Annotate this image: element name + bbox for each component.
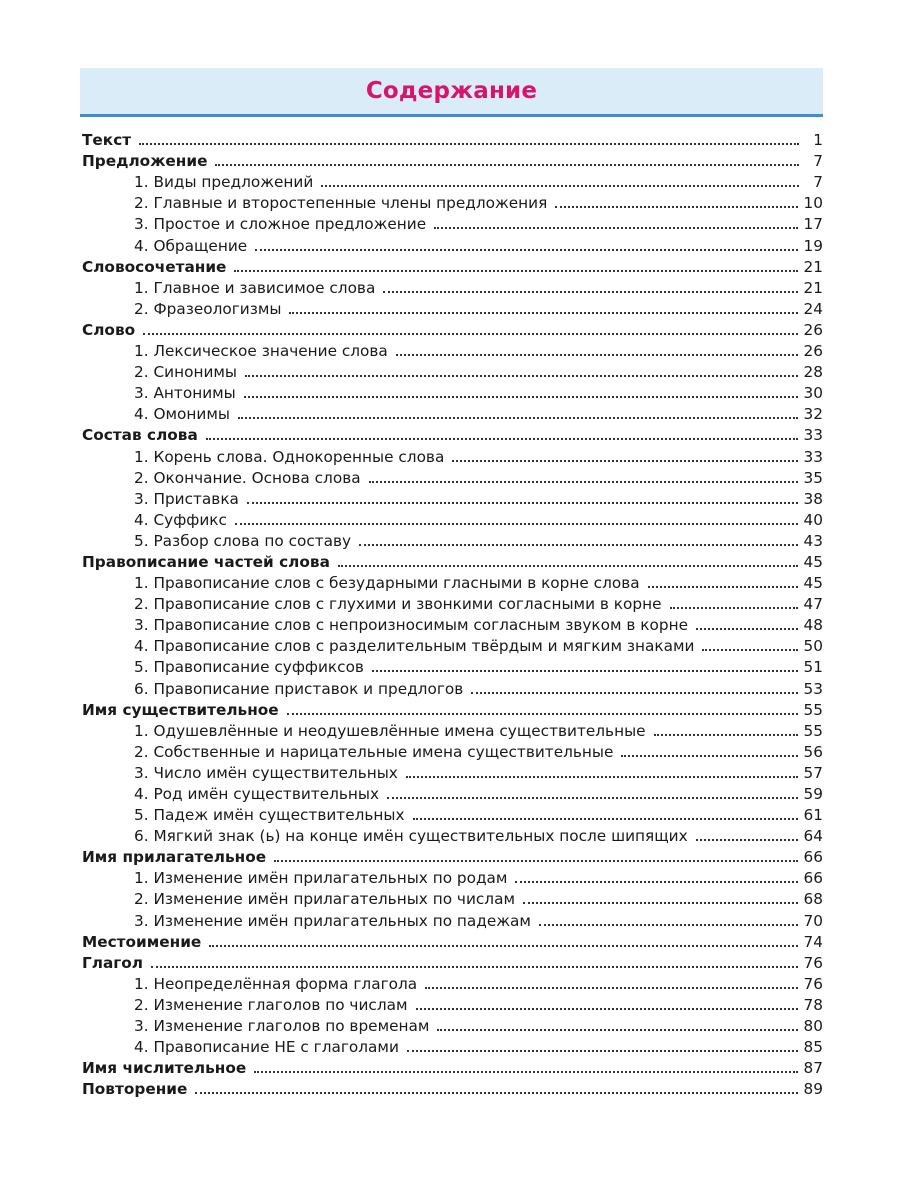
toc-entry-title: 2. Окончание. Основа слова (134, 468, 361, 487)
toc-subsection-entry[interactable] (82, 382, 823, 403)
dot-leader (151, 966, 798, 968)
toc-entry-page-number: 80 (803, 1017, 823, 1036)
toc-entry-title: 6. Мягкий знак (ь) на конце имён существительных после шипящих (134, 827, 688, 846)
toc-entry-title: 5. Правописание суффиксов (134, 658, 364, 677)
toc-subsection-entry[interactable] (82, 762, 823, 783)
toc-subsection-entry[interactable] (82, 804, 823, 825)
dot-leader (437, 1029, 797, 1031)
toc-entry-title: Имя числительное (82, 1059, 247, 1078)
toc-section-entry[interactable] (82, 1057, 823, 1078)
toc-section-entry[interactable] (82, 931, 823, 952)
dot-leader (696, 839, 798, 841)
toc-entry-title: Имя прилагательное (82, 848, 267, 867)
dot-leader (244, 396, 798, 398)
dot-leader (369, 481, 798, 483)
dot-leader (206, 438, 798, 440)
toc-entry-title: Имя существительное (82, 700, 279, 719)
toc-entry-page-number: 51 (803, 658, 823, 677)
toc-subsection-entry[interactable] (82, 298, 823, 319)
toc-entry-page-number: 87 (803, 1059, 823, 1078)
toc-subsection-entry[interactable] (82, 1015, 823, 1036)
toc-entry-title: Словосочетание (82, 257, 227, 276)
toc-subsection-entry[interactable] (82, 783, 823, 804)
toc-entry-title: 1. Виды предложений (134, 173, 314, 192)
toc-entry-page-number: 56 (803, 742, 823, 761)
toc-section-entry[interactable] (82, 699, 823, 720)
toc-subsection-entry[interactable] (82, 234, 823, 255)
dot-leader (247, 502, 798, 504)
dot-leader (654, 734, 798, 736)
dot-leader (338, 565, 798, 567)
toc-entry-page-number: 35 (803, 468, 823, 487)
toc-entry-title: Местоимение (82, 932, 202, 951)
toc-section-entry[interactable] (82, 1078, 823, 1099)
toc-entry-page-number: 7 (813, 173, 823, 192)
toc-entry-page-number: 38 (803, 489, 823, 508)
toc-subsection-entry[interactable] (82, 340, 823, 361)
toc-entry-title: 2. Синонимы (134, 363, 238, 382)
toc-entry-page-number: 21 (803, 278, 823, 297)
toc-entry-title: 3. Простое и сложное предложение (134, 215, 427, 234)
dot-leader (383, 291, 797, 293)
toc-entry-title: 6. Правописание приставок и предлогов (134, 679, 464, 698)
toc-section-entry[interactable] (82, 129, 823, 150)
dot-leader (143, 333, 797, 335)
dot-leader (245, 375, 798, 377)
toc-entry-page-number: 30 (803, 384, 823, 403)
toc-entry-title: 1. Лексическое значение слова (134, 342, 388, 361)
dot-leader (195, 1092, 797, 1094)
toc-entry-title: Слово (82, 320, 136, 339)
toc-subsection-entry[interactable] (82, 1036, 823, 1057)
toc-subsection-entry[interactable] (82, 741, 823, 762)
toc-subsection-entry[interactable] (82, 488, 823, 509)
toc-entry-page-number: 64 (803, 827, 823, 846)
toc-entry-title: Текст (82, 131, 132, 150)
dot-leader (274, 860, 797, 862)
dot-leader (255, 249, 797, 251)
toc-section-entry[interactable] (82, 846, 823, 867)
toc-entry-title: 1. Правописание слов с безударными гласными в корне слова (134, 574, 640, 593)
toc-entry-title: 2. Изменение глаголов по числам (134, 995, 408, 1014)
toc-section-entry[interactable] (82, 319, 823, 340)
toc-entry-page-number: 33 (803, 447, 823, 466)
dot-leader (515, 881, 797, 883)
toc-entry-page-number: 89 (803, 1080, 823, 1099)
toc-entry-title: Состав слова (82, 426, 198, 445)
toc-entry-title: 2. Собственные и нарицательные имена существительные (134, 742, 614, 761)
toc-entry-title: 1. Изменение имён прилагательных по родам (134, 869, 508, 888)
dot-leader (215, 164, 799, 166)
dot-leader (254, 1071, 797, 1073)
dot-leader (235, 523, 798, 525)
toc-entry-title: 2. Главные и второстепенные члены предложения (134, 194, 548, 213)
toc-subsection-entry[interactable] (82, 614, 823, 635)
toc-subsection-entry[interactable] (82, 277, 823, 298)
toc-section-entry[interactable] (82, 551, 823, 572)
toc-entry-page-number: 70 (803, 911, 823, 930)
dot-leader (555, 206, 797, 208)
dot-leader (234, 270, 797, 272)
toc-entry-page-number: 45 (803, 552, 823, 571)
dot-leader (238, 417, 798, 419)
dot-leader (471, 692, 797, 694)
toc-entry-title: 4. Род имён существительных (134, 785, 380, 803)
toc-entry-page-number: 50 (803, 637, 823, 656)
dot-leader (209, 945, 797, 947)
dot-leader (670, 607, 798, 609)
toc-entry-page-number: 55 (803, 700, 823, 719)
toc-entry-title: 1. Неопределённая форма глагола (134, 974, 418, 993)
toc-subsection-entry[interactable] (82, 192, 823, 213)
dot-leader (289, 312, 797, 314)
toc-subsection-entry[interactable] (82, 509, 823, 530)
toc-subsection-entry[interactable] (82, 445, 823, 466)
toc-subsection-entry[interactable] (82, 994, 823, 1015)
toc-subsection-entry[interactable] (82, 635, 823, 656)
toc-entry-page-number: 7 (813, 152, 823, 171)
toc-entry-page-number: 78 (803, 995, 823, 1014)
toc-subsection-entry[interactable] (82, 467, 823, 488)
toc-entry-page-number: 66 (803, 869, 823, 888)
page-header (80, 68, 823, 117)
toc-entry-page-number: 48 (803, 616, 823, 635)
toc-entry-title: 1. Главное и зависимое слова (134, 278, 376, 297)
toc-entry-title: Глагол (82, 953, 143, 972)
toc-subsection-entry[interactable] (82, 656, 823, 677)
toc-entry-page-number: 26 (803, 320, 823, 339)
toc-entry-title: 3. Изменение имён прилагательных по падежам (134, 911, 531, 930)
toc-entry-page-number: 68 (803, 890, 823, 909)
toc-entry-page-number: 24 (803, 299, 823, 318)
toc-entry-page-number: 10 (803, 194, 823, 213)
toc-entry-page-number: 76 (803, 953, 823, 972)
dot-leader (702, 649, 797, 651)
dot-leader (413, 818, 798, 820)
toc-entry-page-number: 32 (803, 405, 823, 424)
toc-entry-page-number: 85 (803, 1038, 823, 1057)
toc-section-entry[interactable] (82, 952, 823, 973)
toc-entry-page-number: 76 (803, 974, 823, 993)
toc-subsection-entry[interactable] (82, 530, 823, 551)
toc-entry-page-number: 17 (803, 215, 823, 234)
toc-entry-page-number: 66 (803, 848, 823, 867)
toc-subsection-entry[interactable] (82, 593, 823, 614)
dot-leader (648, 586, 798, 588)
page-title: Содержание (365, 78, 538, 104)
toc-entry-page-number: 57 (803, 763, 823, 782)
toc-subsection-entry[interactable] (82, 572, 823, 593)
toc-entry-page-number: 47 (803, 595, 823, 614)
toc-entry-title: 3. Изменение глаголов по временам (134, 1017, 430, 1036)
toc-entry-page-number: 19 (803, 236, 823, 255)
toc-entry-title: 1. Корень слова. Однокоренные слова (134, 447, 445, 466)
toc-subsection-entry[interactable] (82, 403, 823, 424)
dot-leader (396, 354, 798, 356)
toc-entry-page-number: 33 (803, 426, 823, 445)
toc-section-entry[interactable] (82, 424, 823, 445)
toc-subsection-entry[interactable] (82, 888, 823, 909)
toc-entry-page-number: 55 (803, 721, 823, 740)
toc-entry-page-number: 61 (803, 806, 823, 825)
toc-entry-title: 3. Число имён существительных (134, 763, 398, 782)
dot-leader (434, 227, 797, 229)
toc-entry-title: 4. Правописание НЕ с глаголами (134, 1038, 399, 1057)
toc-subsection-entry[interactable] (82, 213, 823, 234)
dot-leader (372, 670, 798, 672)
toc-entry-title: 5. Падеж имён существительных (134, 806, 405, 825)
toc-entry-page-number: 45 (803, 574, 823, 593)
dot-leader (139, 143, 799, 145)
dot-leader (416, 1008, 798, 1010)
toc-subsection-entry[interactable] (82, 909, 823, 930)
dot-leader (452, 460, 797, 462)
toc-entry-title: 5. Разбор слова по составу (134, 531, 352, 550)
dot-leader (425, 987, 797, 989)
toc-entry-page-number: 28 (803, 363, 823, 382)
dot-leader (523, 902, 798, 904)
dot-leader (387, 797, 797, 799)
toc-entry-page-number: 43 (803, 531, 823, 550)
toc-section-entry[interactable] (82, 150, 823, 171)
toc-entry-page-number: 40 (803, 510, 823, 529)
toc-entry-title: 4. Правописание слов с разделительным твёрдым и мягким знаками (134, 637, 695, 656)
toc-entry-title: 3. Приставка (134, 489, 239, 508)
toc-section-entry[interactable] (82, 256, 823, 277)
dot-leader (539, 924, 798, 926)
toc-entry-page-number: 74 (803, 932, 823, 951)
toc-entry-title: 3. Правописание слов с непроизносимым согласным звуком в корне (134, 616, 688, 635)
dot-leader (359, 544, 797, 546)
toc-subsection-entry[interactable] (82, 973, 823, 994)
toc-entry-page-number: 21 (803, 257, 823, 276)
table-of-contents (82, 129, 823, 1099)
toc-entry-page-number: 26 (803, 342, 823, 361)
dot-leader (287, 713, 798, 715)
toc-entry-page-number: 1 (813, 131, 823, 150)
toc-entry-title: Предложение (82, 152, 208, 171)
toc-entry-page-number: 53 (803, 679, 823, 698)
dot-leader (406, 776, 798, 778)
dot-leader (621, 755, 797, 757)
dot-leader (321, 185, 799, 187)
toc-entry-title: 2. Фразеологизмы (134, 299, 282, 318)
dot-leader (696, 628, 798, 630)
toc-entry-title: 2. Правописание слов с глухими и звонкими согласными в корне (134, 595, 662, 614)
toc-entry-title: 4. Суффикс (134, 510, 227, 529)
toc-entry-title: Правописание частей слова (82, 552, 330, 571)
toc-entry-page-number: 59 (803, 785, 823, 803)
toc-subsection-entry[interactable] (82, 720, 823, 741)
toc-subsection-entry[interactable] (82, 171, 823, 192)
toc-subsection-entry[interactable] (82, 867, 823, 888)
toc-entry-title: 3. Антонимы (134, 384, 236, 403)
toc-entry-title: 4. Омонимы (134, 405, 230, 424)
toc-subsection-entry[interactable] (82, 825, 823, 846)
toc-subsection-entry[interactable] (82, 361, 823, 382)
dot-leader (407, 1050, 798, 1052)
toc-entry-title: 1. Одушевлённые и неодушевлённые имена существительные (134, 721, 646, 740)
toc-entry-title: 2. Изменение имён прилагательных по числам (134, 890, 515, 909)
toc-subsection-entry[interactable] (82, 677, 823, 698)
toc-entry-title: 4. Обращение (134, 236, 248, 255)
toc-entry-title: Повторение (82, 1080, 188, 1099)
